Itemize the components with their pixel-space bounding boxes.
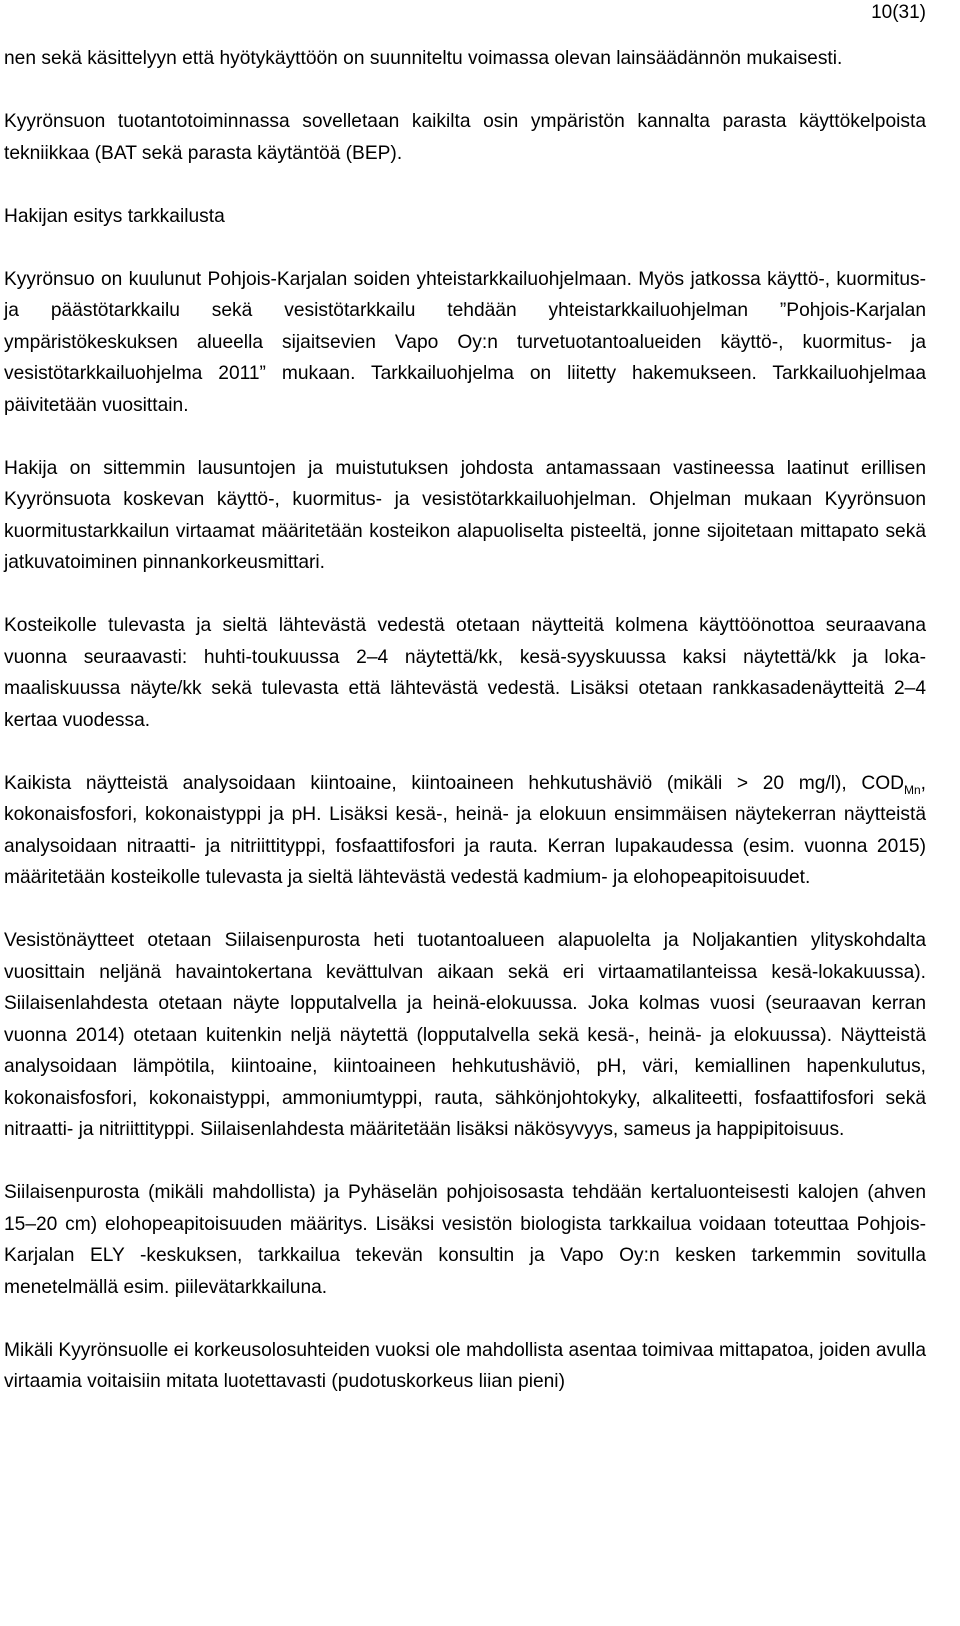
paragraph-sample-analysis <box>4 768 926 894</box>
analysis-text-before: Kaikista näytteistä analysoidaan kiintoaine, kiintoaineen hehkutushäviö (mikäli > 20 mg/l), COD <box>4 772 904 794</box>
document-body <box>4 43 926 1398</box>
paragraph-fish-mercury: Siilaisenpurosta (mikäli mahdollista) ja Pyhäselän pohjoisosasta tehdään kertaluonteisesti kalojen (ahven 15–20 cm) elohopeapitoisuuden määritys. Lisäksi vesistön biologista tarkkailua voidaan toteuttaa Pohjois-Karjalan ELY -keskuksen, tarkkailua tekevän konsultin ja Vapo Oy:n kesken tarkemmin sovitulla menetelmällä esim. piilevätarkkailuna. <box>4 1182 926 1298</box>
paragraph-joint-monitoring: Kyyrönsuo on kuulunut Pohjois-Karjalan soiden yhteistarkkailuohjelmaan. Myös jatkossa käyttö-, kuormitus- ja päästötarkkailu sekä vesistötarkkailu tehdään yhteistarkkailuohjelman ”Pohjois-Karjalan ympäristökeskuksen alueella sijaitsevien Vapo Oy:n turvetuotantoalueiden käyttö-, kuormitus- ja vesistötarkkailuohjelma 2011” mukaan. Tarkkailuohjelma on liitetty hakemukseen. Tarkkailuohjelmaa päivitetään vuosittain. <box>4 268 926 416</box>
paragraph-bat-bep: Kyyrönsuon tuotantotoiminnassa sovelletaan kaikilta osin ympäristön kannalta parasta käyttökelpoista tekniikkaa (BAT sekä parasta käytäntöä (BEP). <box>4 111 926 164</box>
paragraph-waste-handling: nen sekä käsittelyyn että hyötykäyttöön on suunniteltu voimassa olevan lainsäädännön mukaisesti. <box>4 48 843 69</box>
paragraph-separate-program: Hakija on sittemmin lausuntojen ja muistutuksen johdosta antamassaan vastineessa laatinut erillisen Kyyrönsuota koskevan käyttö-, kuormitus- ja vesistötarkkailuohjelman. Ohjelman mukaan Kyyrönsuon kuormitustarkkailun virtaamat määritetään kosteikon alapuoliselta pisteeltä, jonne sijoitetaan mittapato sekä jatkuvatoiminen pinnankorkeusmittari. <box>4 457 926 573</box>
paragraph-water-samples: Vesistönäytteet otetaan Siilaisenpurosta heti tuotantoalueen alapuolelta ja Noljakantien ylityskohdalta vuosittain neljänä havaintokertana kevättulvan aikaan sekä eri virtaamatilanteissa kesä-lokakuussa). Siilaisenlahdesta otetaan näyte lopputalvella ja heinä-elokuussa. Joka kolmas vuosi (seuraavan kerran vuonna 2014) otetaan kuitenkin neljä näytettä (lopputalvella sekä kesä-, heinä- ja elokuussa). Näytteistä analysoidaan lämpötila, kiintoaine, kiintoaineen hehkutushäviö, pH, väri, kemiallinen hapenkulutus, kokonaisfosfori, kokonaistyppi, ammoniumtyppi, rauta, sähkönjohtokyky, alkaliteetti, fosfaattifosfori sekä nitraatti- ja nitriittityppi. Siilaisenlahdesta määritetään lisäksi näkösyvyys, sameus ja happipitoisuus. <box>4 930 926 1140</box>
paragraph-measuring-dam: Mikäli Kyyrönsuolle ei korkeusolosuhteiden vuoksi ole mahdollista asentaa toimivaa mittapatoa, joiden avulla virtaamia voitaisiin mitata luotettavasti (pudotuskorkeus liian pieni) <box>4 1339 926 1392</box>
analysis-text-after: , kokonaisfosfori, kokonaistyppi ja pH. Lisäksi kesä-, heinä- ja elokuun ensimmäisen näytekerran näytteistä analysoidaan nitraatti- ja nitriittityppi, fosfaattifosfori ja rauta. Kerran lupakaudessa (esim. vuonna 2015) määritetään kosteikolle tulevasta ja sieltä lähtevästä vedestä kadmium- ja elohopeapitoisuudet. <box>4 772 926 888</box>
section-heading-monitoring: Hakijan esitys tarkkailusta <box>4 205 225 227</box>
paragraph-wetland-sampling: Kosteikolle tulevasta ja sieltä lähtevästä vedestä otetaan näytteitä kolmena käyttöönottoa seuraavana vuonna seuraavasti: huhti-toukuussa 2–4 näytettä/kk, kesä-syyskuussa kaksi näytettä/kk ja loka-maaliskuussa näyte/kk sekä tulevasta että lähtevästä vedestä. Lisäksi otetaan rankkasadenäytteitä 2–4 kertaa vuodessa. <box>4 615 926 731</box>
cod-subscript: Mn <box>903 782 921 797</box>
page-number: 10(31) <box>871 2 926 23</box>
